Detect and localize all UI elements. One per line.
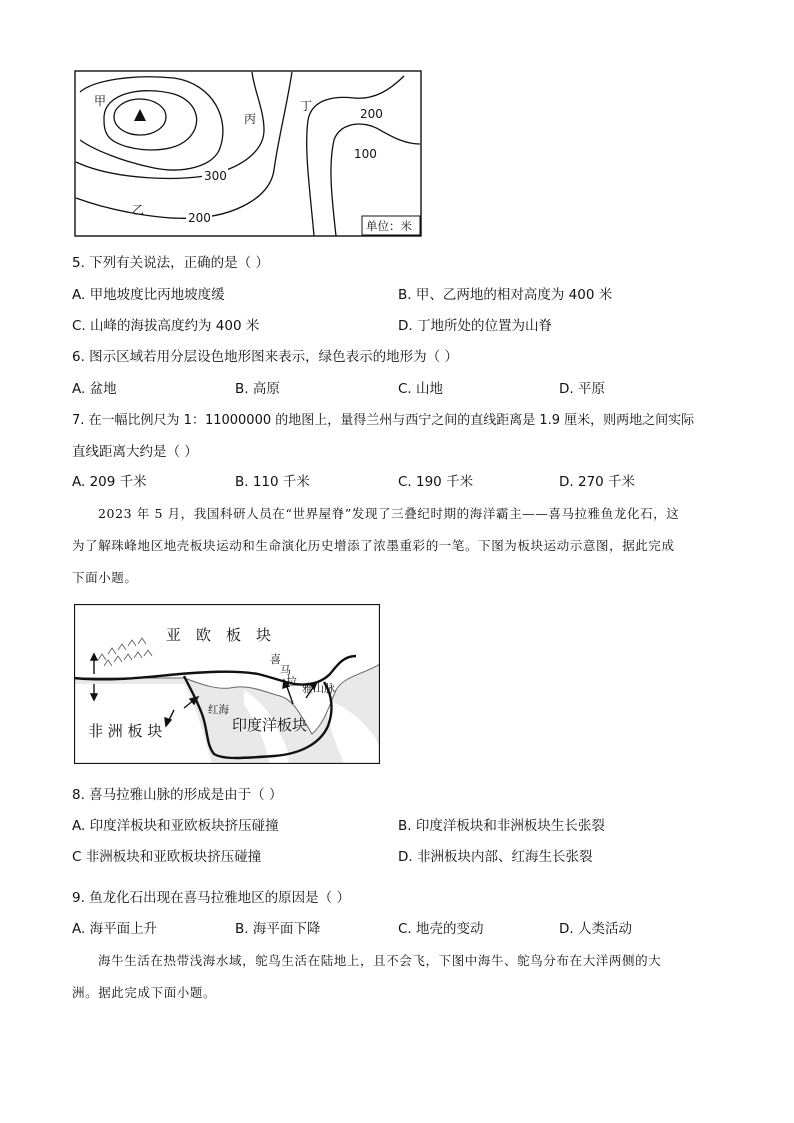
passage-fossil xyxy=(72,498,722,594)
passage-manatee-line-2: 洲。据此完成下面小题。 xyxy=(72,985,217,1000)
label-african-plate: 非 洲 板 块 xyxy=(88,722,163,740)
unit-label: 单位：米 xyxy=(366,219,412,233)
passage-fossil-line-3: 下面小题。 xyxy=(72,570,138,585)
passage-manatee xyxy=(72,945,722,1009)
label-bing: 丙 xyxy=(244,112,257,126)
passage-manatee-line-1: 海牛生活在热带浅海水域，鸵鸟生活在陆地上，且不会飞，下图中海牛、鸵鸟分布在大洋两侧的大 xyxy=(98,953,662,968)
contour-map-svg xyxy=(74,70,422,237)
label-himalaya-1: 喜 xyxy=(270,653,281,666)
question-8-option-b[interactable]: B. 印度洋板块和非洲板块生长张裂 xyxy=(398,818,605,834)
question-5-option-b[interactable]: B. 甲、乙两地的相对高度为 400 米 xyxy=(398,287,613,303)
label-jia: 甲 xyxy=(94,94,107,108)
label-yi: 乙 xyxy=(132,203,145,217)
question-5-option-a[interactable]: A. 甲地坡度比丙地坡度缓 xyxy=(72,287,225,303)
label-himalaya-2: 马 xyxy=(280,664,291,677)
label-red-sea: 红海 xyxy=(208,704,229,716)
question-6-option-a[interactable]: A. 盆地 xyxy=(72,381,117,397)
question-5-option-c[interactable]: C. 山峰的海拔高度约为 400 米 xyxy=(72,318,260,334)
question-9-option-c[interactable]: C. 地壳的变动 xyxy=(398,921,484,937)
question-6-option-d[interactable]: D. 平原 xyxy=(559,381,605,397)
question-7-stem-continued: 直线距离大约是（ ） xyxy=(72,444,198,460)
passage-fossil-line-1: 2023 年 5 月，我国科研人员在“世界屋脊”发现了三叠纪时期的海洋霸主——喜马拉雅鱼龙化石，这 xyxy=(98,506,680,521)
contour-label-200-right: 200 xyxy=(360,107,383,121)
passage-fossil-line-2: 为了解珠峰地区地壳板块运动和生命演化历史增添了浓墨重彩的一笔。下图为板块运动示意图，据此完成 xyxy=(72,538,675,553)
question-6-option-c[interactable]: C. 山地 xyxy=(398,381,444,397)
question-6-option-b[interactable]: B. 高原 xyxy=(235,381,280,397)
question-5-option-d[interactable]: D. 丁地所处的位置为山脊 xyxy=(398,318,552,334)
contour-map xyxy=(74,70,422,237)
label-ding: 丁 xyxy=(300,99,313,113)
plate-map xyxy=(74,604,380,764)
label-eurasian-plate: 亚 欧 板 块 xyxy=(166,626,272,644)
label-himalaya-4: 雅山脉 xyxy=(302,682,335,695)
question-9-option-d[interactable]: D. 人类活动 xyxy=(559,921,632,937)
question-8-stem: 8. 喜马拉雅山脉的形成是由于（ ） xyxy=(72,787,283,803)
question-9-option-b[interactable]: B. 海平面下降 xyxy=(235,921,321,937)
question-7-option-d[interactable]: D. 270 千米 xyxy=(559,474,636,490)
question-7-stem: 7. 在一幅比例尺为 1：11000000 的地图上，量得兰州与西宁之间的直线距离是 1.9 厘米，则两地之间实际 xyxy=(72,413,695,428)
question-8-option-c[interactable]: C 非洲板块和亚欧板块挤压碰撞 xyxy=(72,849,262,865)
label-indian-plate: 印度洋板块 xyxy=(232,716,308,734)
contour-label-200-left: 200 xyxy=(188,211,211,225)
question-7-option-b[interactable]: B. 110 千米 xyxy=(235,474,310,490)
question-5-stem: 5. 下列有关说法，正确的是（ ） xyxy=(72,255,269,271)
contour-label-100: 100 xyxy=(354,147,377,161)
question-8-option-a[interactable]: A. 印度洋板块和亚欧板块挤压碰撞 xyxy=(72,818,279,834)
question-7-option-a[interactable]: A. 209 千米 xyxy=(72,474,147,490)
question-9-option-a[interactable]: A. 海平面上升 xyxy=(72,921,158,937)
contour-label-300: 300 xyxy=(204,169,227,183)
question-6-stem: 6. 图示区域若用分层设色地形图来表示，绿色表示的地形为（ ） xyxy=(72,349,458,365)
question-9-stem: 9. 鱼龙化石出现在喜马拉雅地区的原因是（ ） xyxy=(72,890,350,906)
question-8-option-d[interactable]: D. 非洲板块内部、红海生长张裂 xyxy=(398,849,593,865)
label-himalaya-3: 拉 xyxy=(286,675,297,688)
plate-map-svg xyxy=(74,604,380,764)
question-7-option-c[interactable]: C. 190 千米 xyxy=(398,474,474,490)
